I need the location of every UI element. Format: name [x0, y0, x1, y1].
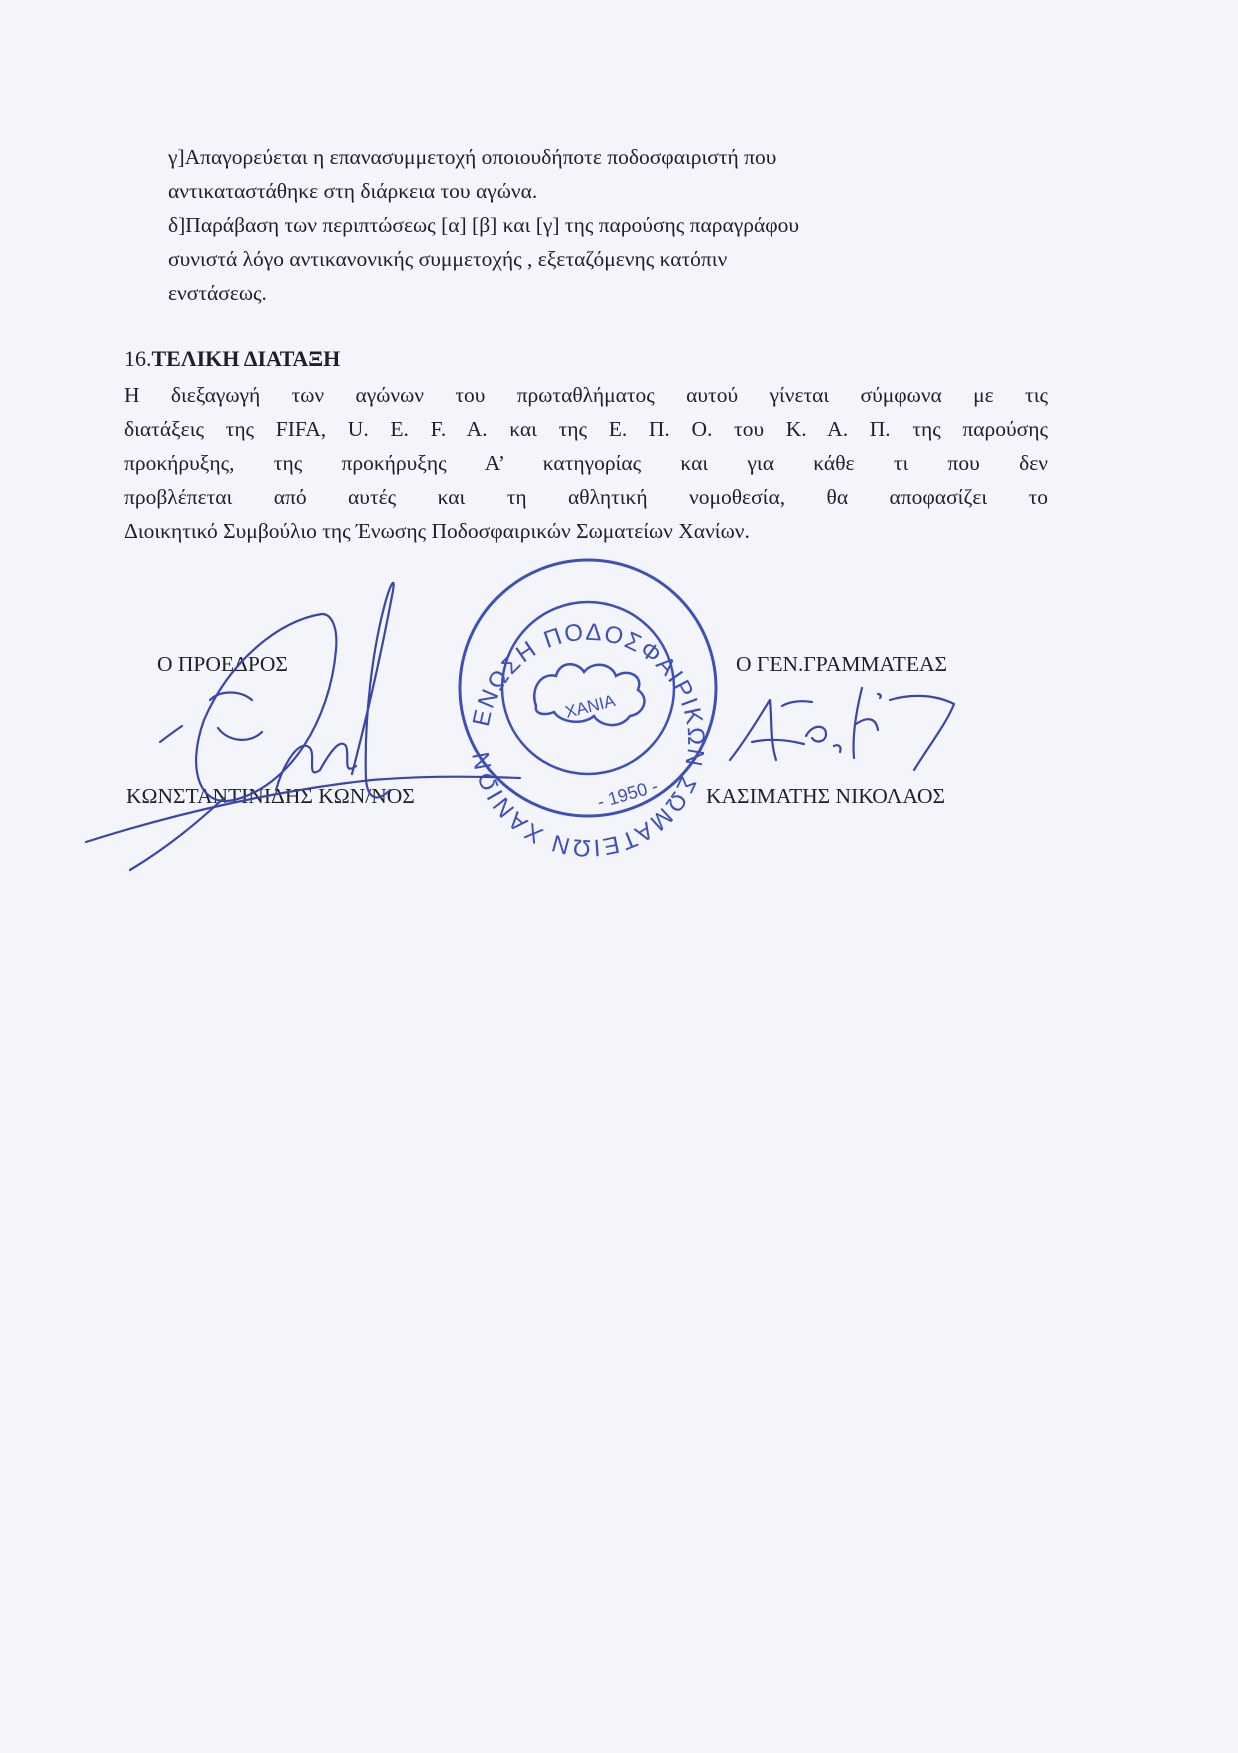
secretary-signature	[730, 688, 954, 770]
item-delta-line-2: συνιστά λόγο αντικανονικής συμμετοχής , εξεταζόμενης κατόπιν	[168, 247, 728, 271]
stamp-outer-ring	[460, 560, 716, 816]
association-stamp	[460, 560, 716, 861]
section-heading	[124, 344, 340, 374]
section-line-5: Διοικητικό Συμβούλιο της Ένωσης Ποδοσφαιρικών Σωματείων Χανίων.	[124, 519, 750, 543]
item-delta-line-3: ενστάσεως.	[168, 281, 267, 305]
section-line-1: Η διεξαγωγή των αγώνων του πρωταθλήματος αυτού γίνεται σύμφωνα με τις	[124, 383, 1048, 407]
president-title: Ο ΠΡΟΕΔΡΟΣ	[157, 652, 288, 676]
president-signature	[86, 583, 520, 870]
section-line-3: προκήρυξης, της προκήρυξης Α’ κατηγορίας και για κάθε τι που δεν	[124, 451, 1048, 475]
stamp-year: - 1950 -	[595, 775, 661, 813]
regulation-items	[168, 140, 1068, 310]
stamp-inner-ring	[502, 602, 674, 774]
section-line-2: διατάξεις της FIFA, U. E. F. A. και της Ε. Π. Ο. του Κ. Α. Π. της παρούσης	[124, 417, 1048, 441]
section-title: ΤΕΛΙΚΗ ΔΙΑΤΑΞΗ	[151, 346, 341, 371]
stamp-ring-text	[467, 619, 709, 862]
secretary-title: Ο ΓΕΝ.ΓΡΑΜΜΑΤΕΑΣ	[736, 652, 948, 676]
item-delta-line-1: δ]Παράβαση των περιπτώσεως [α] [β] και [γ] της παρούσης παραγράφου	[168, 213, 800, 237]
stamp-ring-textpath: ΕΝΩΣΗ ΠΟΔΟΣΦΑΙΡΙΚΩΝ ΣΩΜΑΤΕΙΩΝ ΧΑΝΙΩΝ	[467, 618, 710, 862]
item-gamma-line-2: αντικαταστάθηκε στη διάρκεια του αγώνα.	[168, 179, 538, 203]
section-line-4: προβλέπεται από αυτές και τη αθλητική νομοθεσία, θα αποφασίζει το	[124, 485, 1048, 509]
crete-map-icon	[534, 664, 644, 725]
president-name: ΚΩΝΣΤΑΝΤΙΝΙΔΗΣ ΚΩΝ/ΝΟΣ	[126, 784, 415, 808]
section-body	[124, 378, 1048, 548]
section-number: 16.	[124, 346, 152, 371]
stamp-center-text: ΧΑΝΙΑ	[563, 691, 618, 722]
secretary-name: ΚΑΣΙΜΑΤΗΣ ΝΙΚΟΛΑΟΣ	[706, 784, 946, 808]
item-gamma-line-1: γ]Απαγορεύεται η επανασυμμετοχή οποιουδήποτε ποδοσφαιριστή που	[168, 145, 777, 169]
